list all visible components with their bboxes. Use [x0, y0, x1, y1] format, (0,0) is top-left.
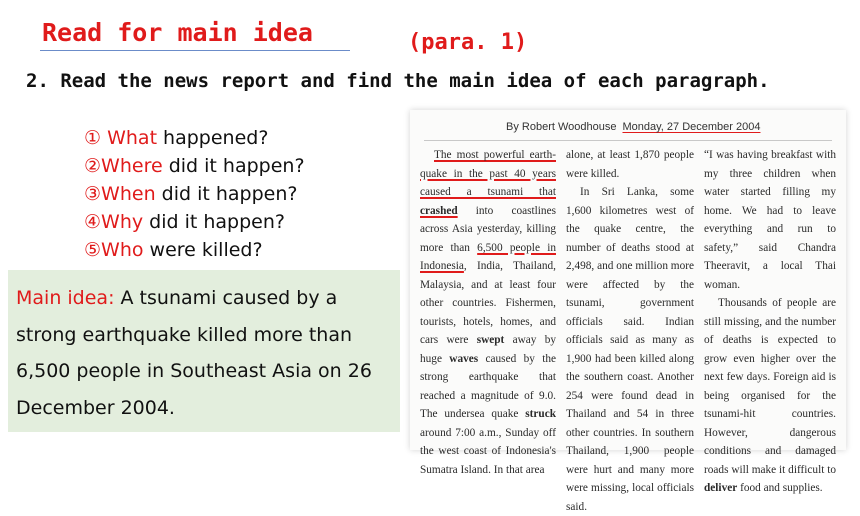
keyword-waves: waves: [449, 352, 479, 365]
question-keyword: Who: [101, 239, 144, 261]
main-idea-label: Main idea:: [16, 287, 115, 309]
author: By Robert Woodhouse: [506, 121, 617, 133]
news-text: food and supplies.: [737, 482, 823, 494]
question-rest: did it happen?: [143, 211, 285, 233]
news-column-2: [566, 146, 694, 516]
news-column-3: [704, 146, 836, 498]
highlighted-sentence: The most powerful earth-quake in the past 40 years caused a tsunami that: [420, 149, 556, 198]
slide-title: Read for main idea: [42, 18, 313, 47]
question-item-when: [84, 180, 305, 208]
highlighted-figure: 6,500 people in Indonesia: [420, 241, 556, 272]
question-number: ③: [84, 183, 102, 205]
question-rest: happened?: [157, 127, 269, 149]
news-byline: [506, 121, 760, 133]
keyword-crashed: crashed: [420, 204, 458, 217]
news-paragraph: “I was having breakfast with my three children when water started filling my home. We had to leave everything and run to safety,” said Chandra Theeravit, a local Thai woman.: [704, 149, 836, 291]
news-text: around 7:00 a.m., Sunday off the west coast of Indonesia's Sumatra Island. In that area: [420, 426, 556, 476]
news-text: away by huge: [420, 334, 556, 365]
news-text: caused by the strong earthquake that reached a magnitude of 9.0. The undersea quake: [420, 352, 556, 420]
question-rest: did it happen?: [155, 183, 298, 205]
main-idea-text: [16, 280, 396, 426]
question-keyword: Why: [101, 211, 144, 233]
paragraph-label: (para. 1): [408, 30, 528, 55]
question-keyword: What: [107, 127, 158, 149]
main-idea-content: A tsunami caused by a strong earthquake killed more than 6,500 people in Southeast Asia on 26 December 2004.: [16, 287, 372, 419]
question-item-what: [84, 124, 305, 152]
news-date: Monday, 27 December 2004: [622, 121, 761, 133]
news-paragraph: In Sri Lanka, some 1,600 kilometres west of the quake centre, the number of deaths stood at 2,498, and one million more were affected by the tsunami, government officials said. Indian officials said as many as 1,900 had been killed along the southern coast. Another 254 were found dead in Thailand and 54 in three other countries. In southern Thailand, 1,900 people were hurt and many more were missing, local officials said.: [566, 186, 695, 513]
keyword-deliver: deliver: [704, 482, 738, 494]
question-item-who: [84, 236, 305, 264]
question-number: ⑤: [84, 239, 102, 261]
news-report-image: [410, 110, 846, 513]
keyword-struck: struck: [525, 408, 556, 420]
question-rest: were killed?: [143, 239, 263, 261]
news-paragraph: [704, 294, 836, 498]
instruction-text: 2. Read the news report and find the main idea of each paragraph.: [26, 70, 770, 92]
question-rest: did it happen?: [162, 155, 305, 177]
news-divider: [424, 140, 832, 141]
question-number: ①: [84, 127, 102, 149]
question-number: ④: [84, 211, 102, 233]
question-list: [84, 124, 305, 264]
title-underline: [40, 50, 350, 51]
news-text: Thousands of people are still missing, and the number of deaths is expected to grow even higher over the next few days. Foreign aid is being organised for the tsunami-hit countries. However, dangerous conditions and damaged roads will make it difficult to: [704, 297, 836, 476]
question-number: ②: [84, 155, 102, 177]
news-text: , India, Thailand, Malaysia, and at least four other countries. Fishermen, tourists, hotels, homes, and cars were: [420, 260, 556, 346]
news-text: into coastlines across Asia yesterday, killing more than: [420, 204, 556, 254]
question-keyword: Where: [101, 155, 163, 177]
question-item-why: [84, 208, 305, 236]
keyword-swept: swept: [476, 334, 505, 346]
news-paragraph: alone, at least 1,870 people were killed.: [566, 149, 694, 180]
news-column-1: [420, 146, 556, 479]
question-item-where: [84, 152, 305, 180]
question-keyword: When: [101, 183, 156, 205]
